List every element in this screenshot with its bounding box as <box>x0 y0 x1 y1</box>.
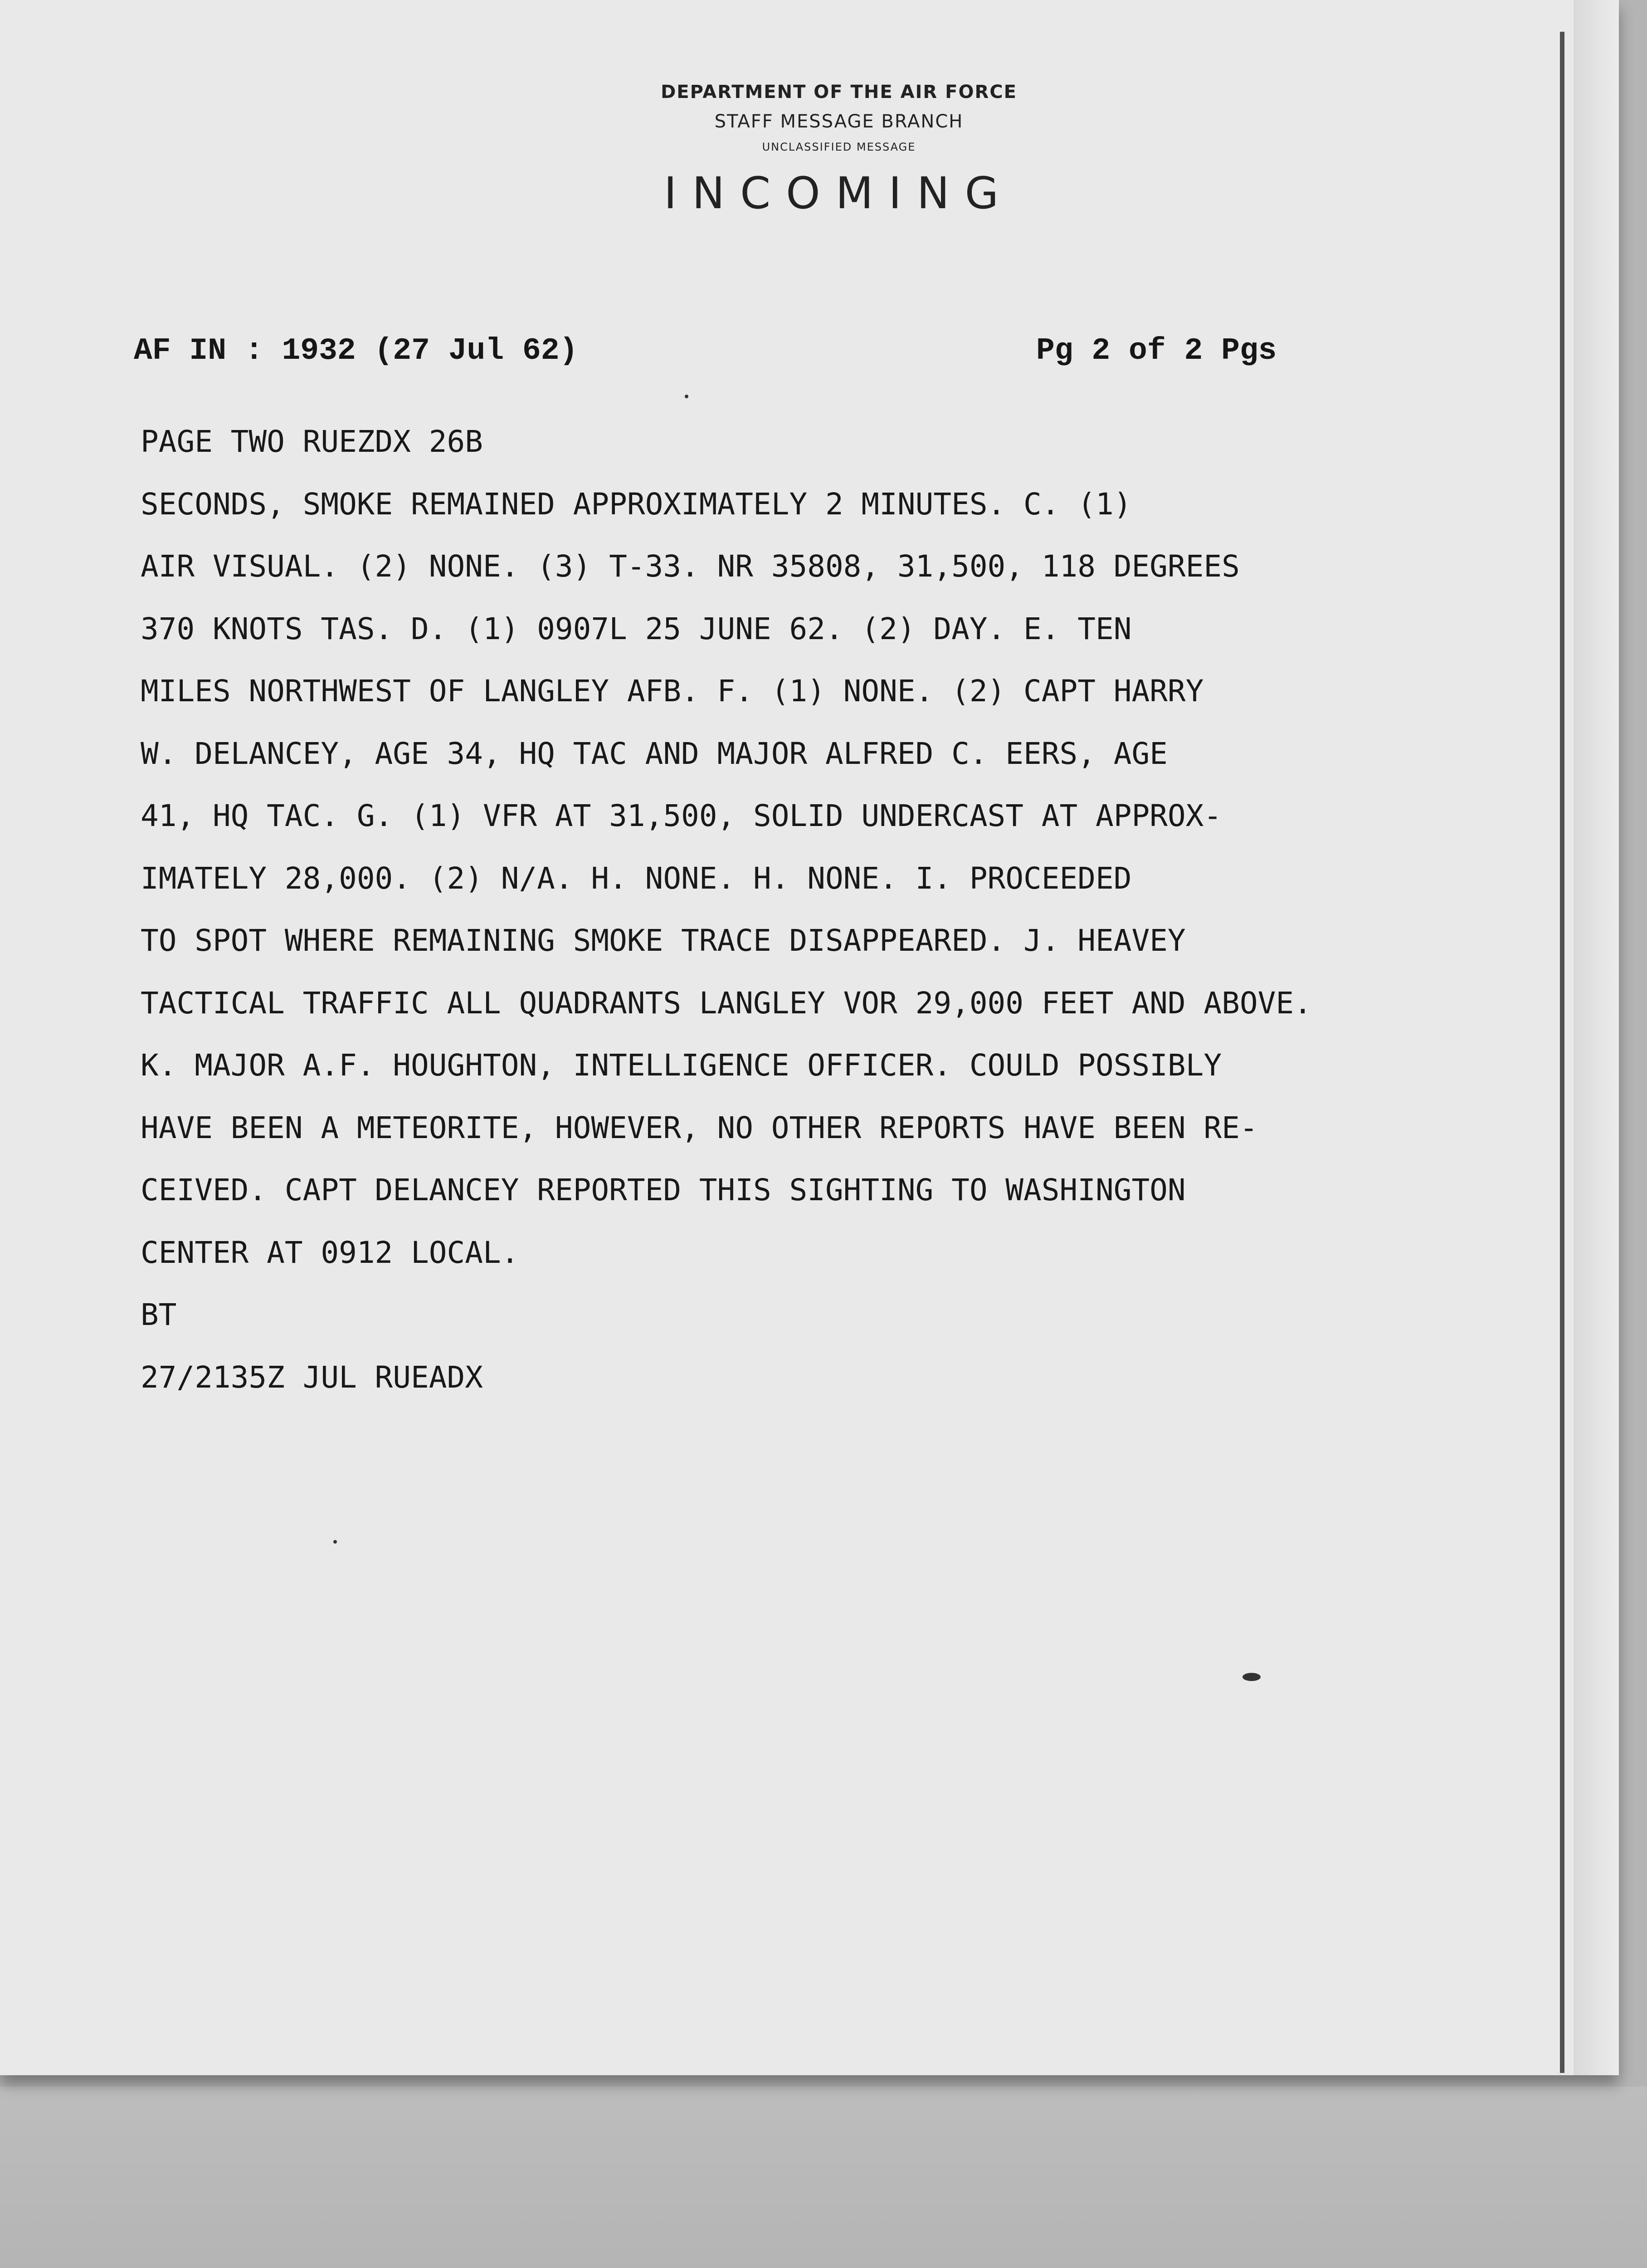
branch-heading: STAFF MESSAGE BRANCH <box>714 111 964 132</box>
paper-speck <box>333 1540 337 1544</box>
background-surface <box>0 2087 1647 2268</box>
message-line: HAVE BEEN A METEORITE, HOWEVER, NO OTHER REPORTS HAVE BEEN RE- <box>141 1110 1258 1145</box>
message-line: SECONDS, SMOKE REMAINED APPROXIMATELY 2 MINUTES. C. (1) <box>141 486 1132 522</box>
message-line: CENTER AT 0912 LOCAL. <box>141 1235 519 1270</box>
message-line: PAGE TWO RUEZDX 26B <box>141 424 483 459</box>
message-line: BT <box>141 1297 177 1332</box>
message-line: MILES NORTHWEST OF LANGLEY AFB. F. (1) NONE. (2) CAPT HARRY <box>141 674 1204 709</box>
message-line: CEIVED. CAPT DELANCEY REPORTED THIS SIGHTING TO WASHINGTON <box>141 1173 1186 1207</box>
message-line: 41, HQ TAC. G. (1) VFR AT 31,500, SOLID UNDERCAST AT APPROX- <box>141 798 1222 833</box>
message-line: IMATELY 28,000. (2) N/A. H. NONE. H. NONE. I. PROCEEDED <box>141 860 1132 896</box>
message-line: 370 KNOTS TAS. D. (1) 0907L 25 JUNE 62. (2) DAY. E. TEN <box>141 611 1132 646</box>
page-edge-shadow <box>1560 32 1564 2073</box>
message-line: AIR VISUAL. (2) NONE. (3) T-33. NR 35808, 31,500, 118 DEGREES <box>141 549 1240 584</box>
message-line: W. DELANCEY, AGE 34, HQ TAC AND MAJOR ALFRED C. EERS, AGE <box>141 736 1168 771</box>
message-line: 27/2135Z JUL RUEADX <box>141 1359 483 1395</box>
message-line: TO SPOT WHERE REMAINING SMOKE TRACE DISAPPEARED. J. HEAVEY <box>141 923 1186 958</box>
paper-speck <box>1243 1673 1261 1681</box>
paper-speck <box>685 395 688 398</box>
page-count: Pg 2 of 2 Pgs <box>1036 333 1277 368</box>
department-heading: DEPARTMENT OF THE AIR FORCE <box>661 82 1017 103</box>
af-in-reference: AF IN : 1932 (27 Jul 62) <box>134 333 578 368</box>
message-direction-title: INCOMING <box>663 168 1014 219</box>
page-edge <box>1574 0 1619 2075</box>
message-line: TACTICAL TRAFFIC ALL QUADRANTS LANGLEY VOR 29,000 FEET AND ABOVE. <box>141 985 1312 1021</box>
message-body <box>141 411 1312 1408</box>
message-line: K. MAJOR A.F. HOUGHTON, INTELLIGENCE OFFICER. COULD POSSIBLY <box>141 1048 1222 1083</box>
classification-label: UNCLASSIFIED MESSAGE <box>762 141 916 153</box>
